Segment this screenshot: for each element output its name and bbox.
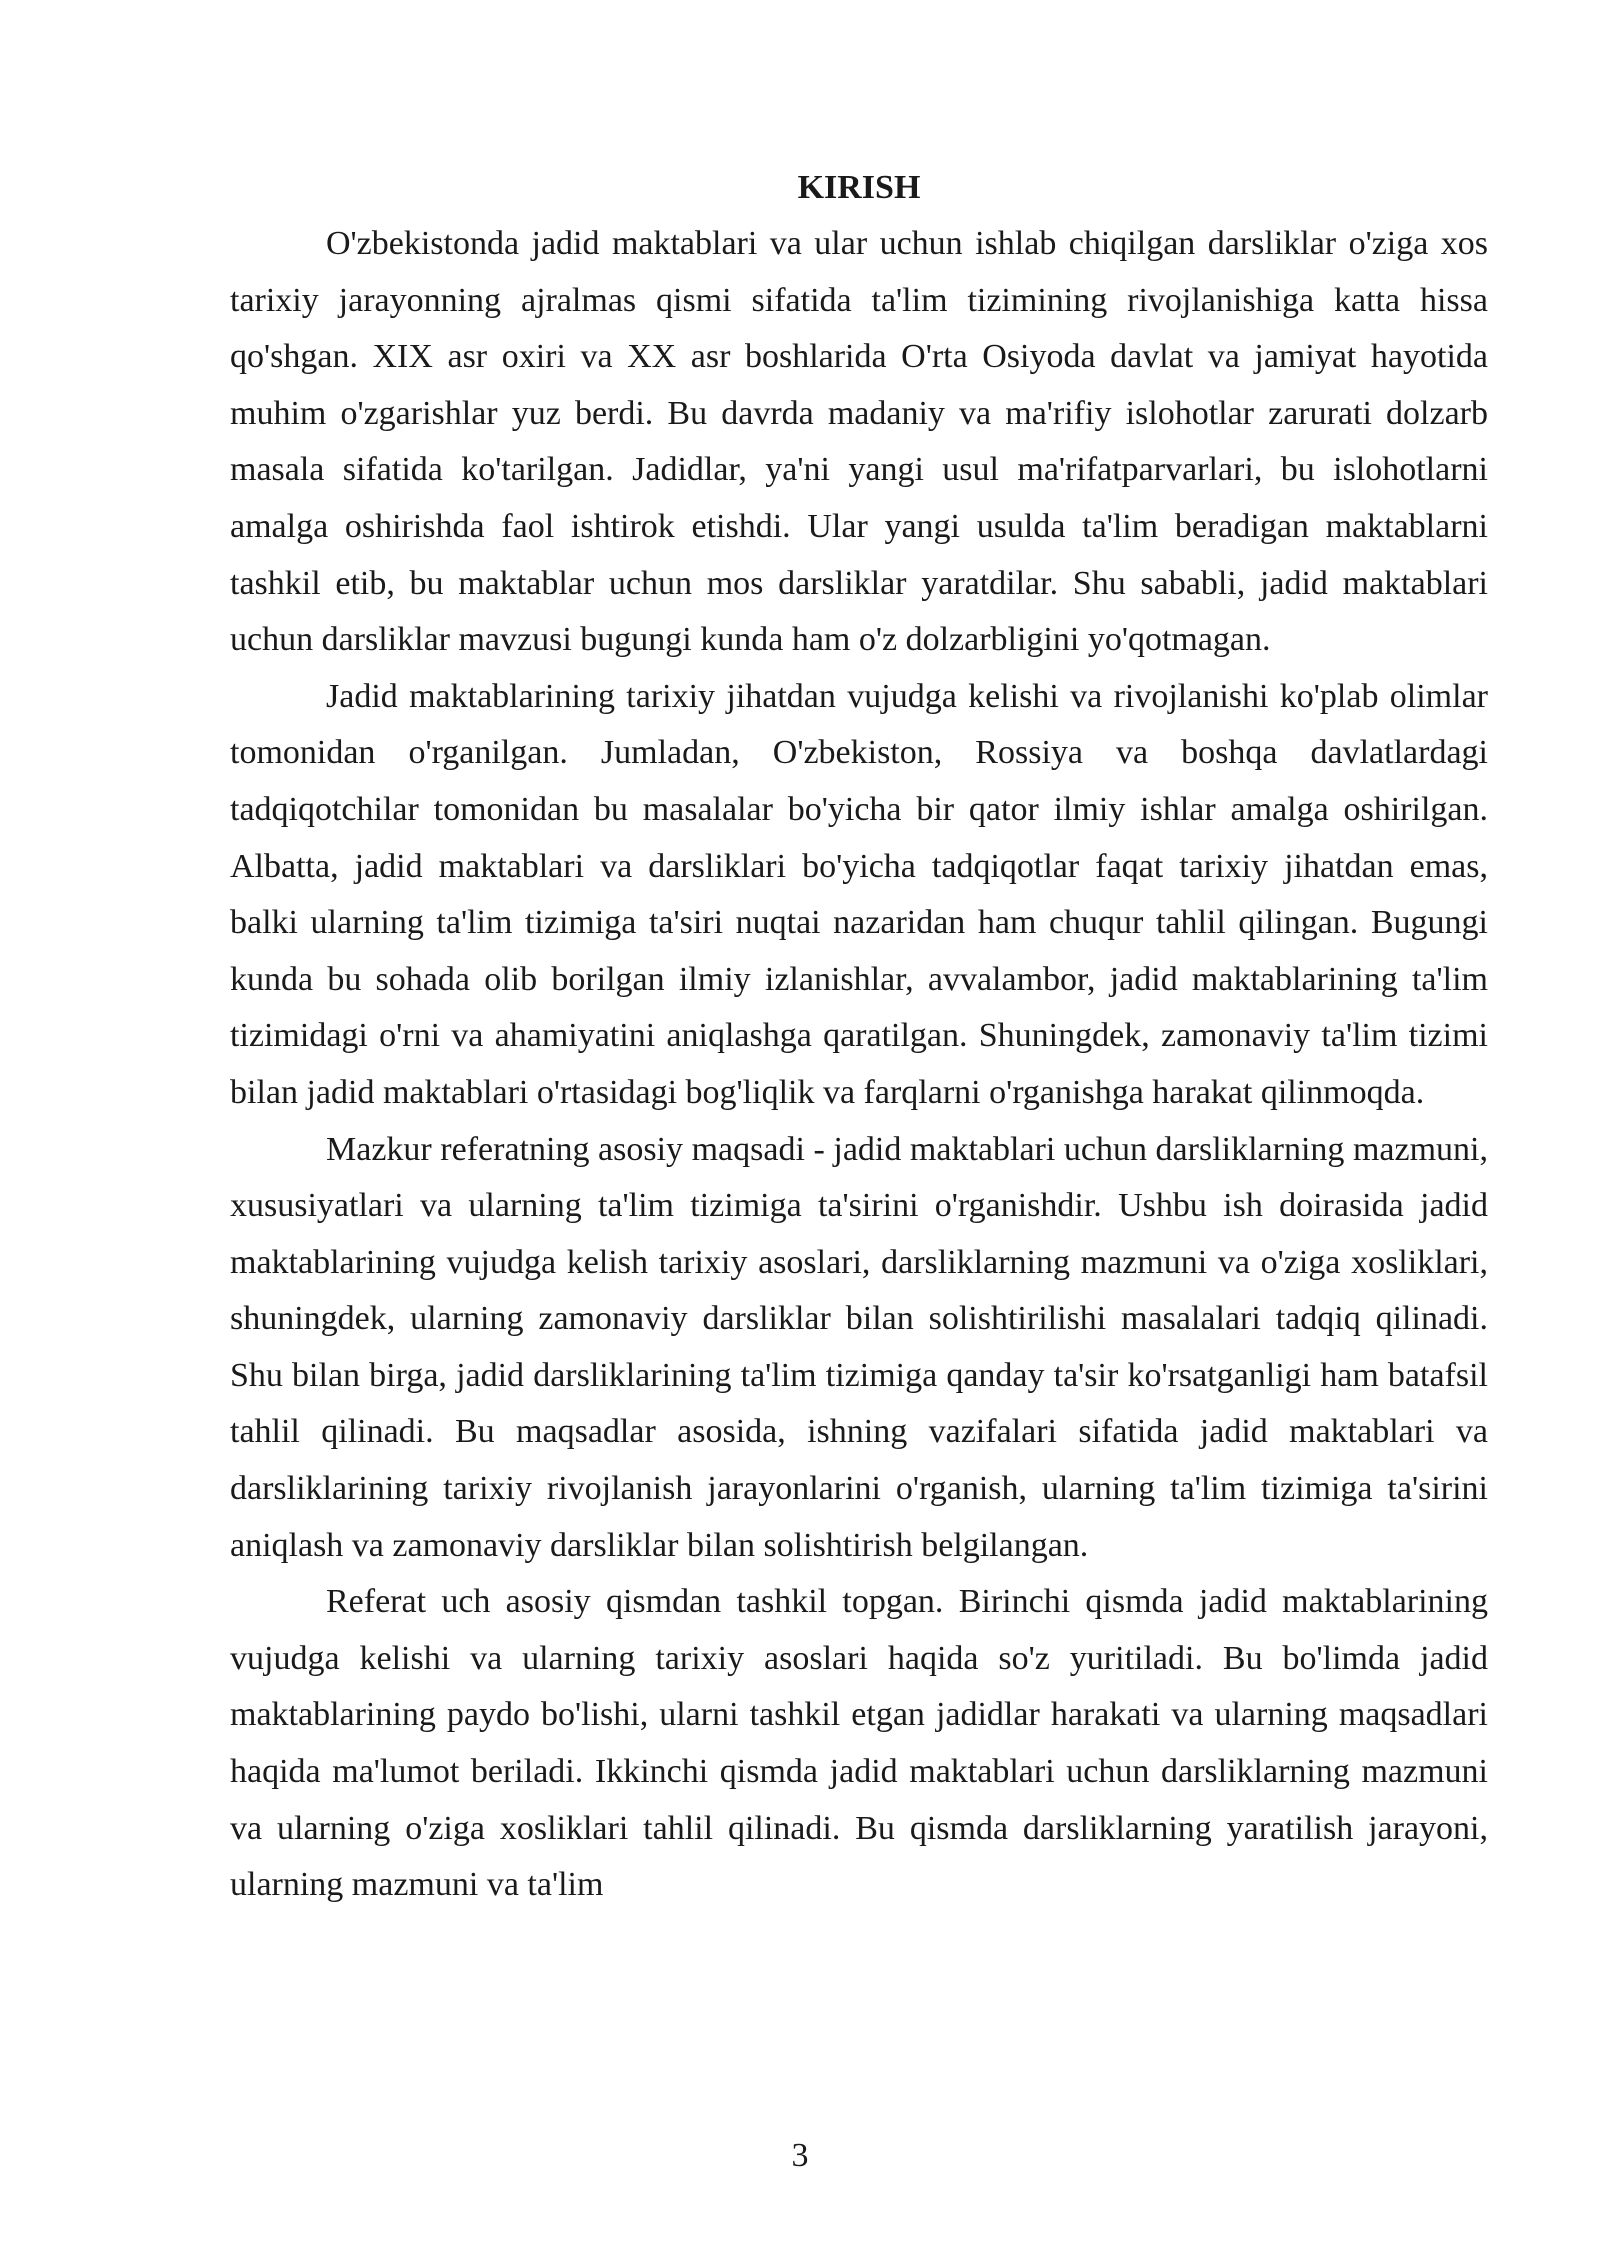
paragraph-4: Referat uch asosiy qismdan tashkil topgan. Birinchi qismda jadid maktablarining vujudga kelishi va ularning tarixiy asoslari haqida so'z yuritiladi. Bu bo'limda jadid maktablarining paydo bo'lishi, ularni tashkil etgan jadidlar harakati va ularning maqsadlari haqida ma'lumot beriladi. Ikkinchi qismda jadid maktablari uchun darsliklarning mazmuni va ularning o'ziga xosliklari tahlil qilinadi. Bu qismda darsliklarning yaratilish jarayoni, ularning mazmuni va ta'lim: [230, 1583, 1488, 1904]
document-body: [230, 160, 1488, 1914]
page-title: KIRISH: [797, 169, 921, 206]
paragraph-3: Mazkur referatning asosiy maqsadi - jadid maktablari uchun darsliklarning mazmuni, xususiyatlari va ularning ta'lim tizimiga ta'sirini o'rganishdir. Ushbu ish doirasida jadid maktablarining vujudga kelish tarixiy asoslari, darsliklarning mazmuni va o'ziga xosliklari, shuningdek, ularning zamonaviy darsliklar bilan solishtirilishi masalalari tadqiq qilinadi. Shu bilan birga, jadid darsliklarining ta'lim tizimiga qanday ta'sir ko'rsatganligi ham batafsil tahlil qilinadi. Bu maqsadlar asosida, ishning vazifalari sifatida jadid maktablari va darsliklarining tarixiy rivojlanish jarayonlarini o'rganish, ularning ta'lim tizimiga ta'sirini aniqlash va zamonaviy darsliklar bilan solishtirish belgilangan.: [230, 1130, 1488, 1564]
paragraph-2: Jadid maktablarining tarixiy jihatdan vujudga kelishi va rivojlanishi ko'plab olimlar tomonidan o'rganilgan. Jumladan, O'zbekiston, Rossiya va boshqa davlatlardagi tadqiqotchilar tomonidan bu masalalar bo'yicha bir qator ilmiy ishlar amalga oshirilgan. Albatta, jadid maktablari va darsliklari bo'yicha tadqiqotlar faqat tarixiy jihatdan emas, balki ularning ta'lim tizimiga ta'siri nuqtai nazaridan ham chuqur tahlil qilingan. Bugungi kunda bu sohada olib borilgan ilmiy izlanishlar, avvalambor, jadid maktablarining ta'lim tizimidagi o'rni va ahamiyatini aniqlashga qaratilgan. Shuningdek, zamonaviy ta'lim tizimi bilan jadid maktablari o'rtasidagi bog'liqlik va farqlarni o'rganishga harakat qilinmoqda.: [230, 677, 1488, 1111]
paragraph-1: O'zbekistonda jadid maktablari va ular uchun ishlab chiqilgan darsliklar o'ziga xos tarixiy jarayonning ajralmas qismi sifatida ta'lim tizimining rivojlanishiga katta hissa qo'shgan. XIX asr oxiri va XX asr boshlarida O'rta Osiyoda davlat va jamiyat hayotida muhim o'zgarishlar yuz berdi. Bu davrda madaniy va ma'rifiy islohotlar zarurati dolzarb masala sifatida ko'tarilgan. Jadidlar, ya'ni yangi usul ma'rifatparvarlari, bu islohotlarni amalga oshirishda faol ishtirok etishdi. Ular yangi usulda ta'lim beradigan maktablarni tashkil etib, bu maktablar uchun mos darsliklar yaratdilar. Shu sababli, jadid maktablari uchun darsliklar mavzusi bugungi kunda ham o'z dolzarbligini yo'qotmagan.: [230, 225, 1488, 659]
page-number: 3: [791, 2137, 809, 2174]
